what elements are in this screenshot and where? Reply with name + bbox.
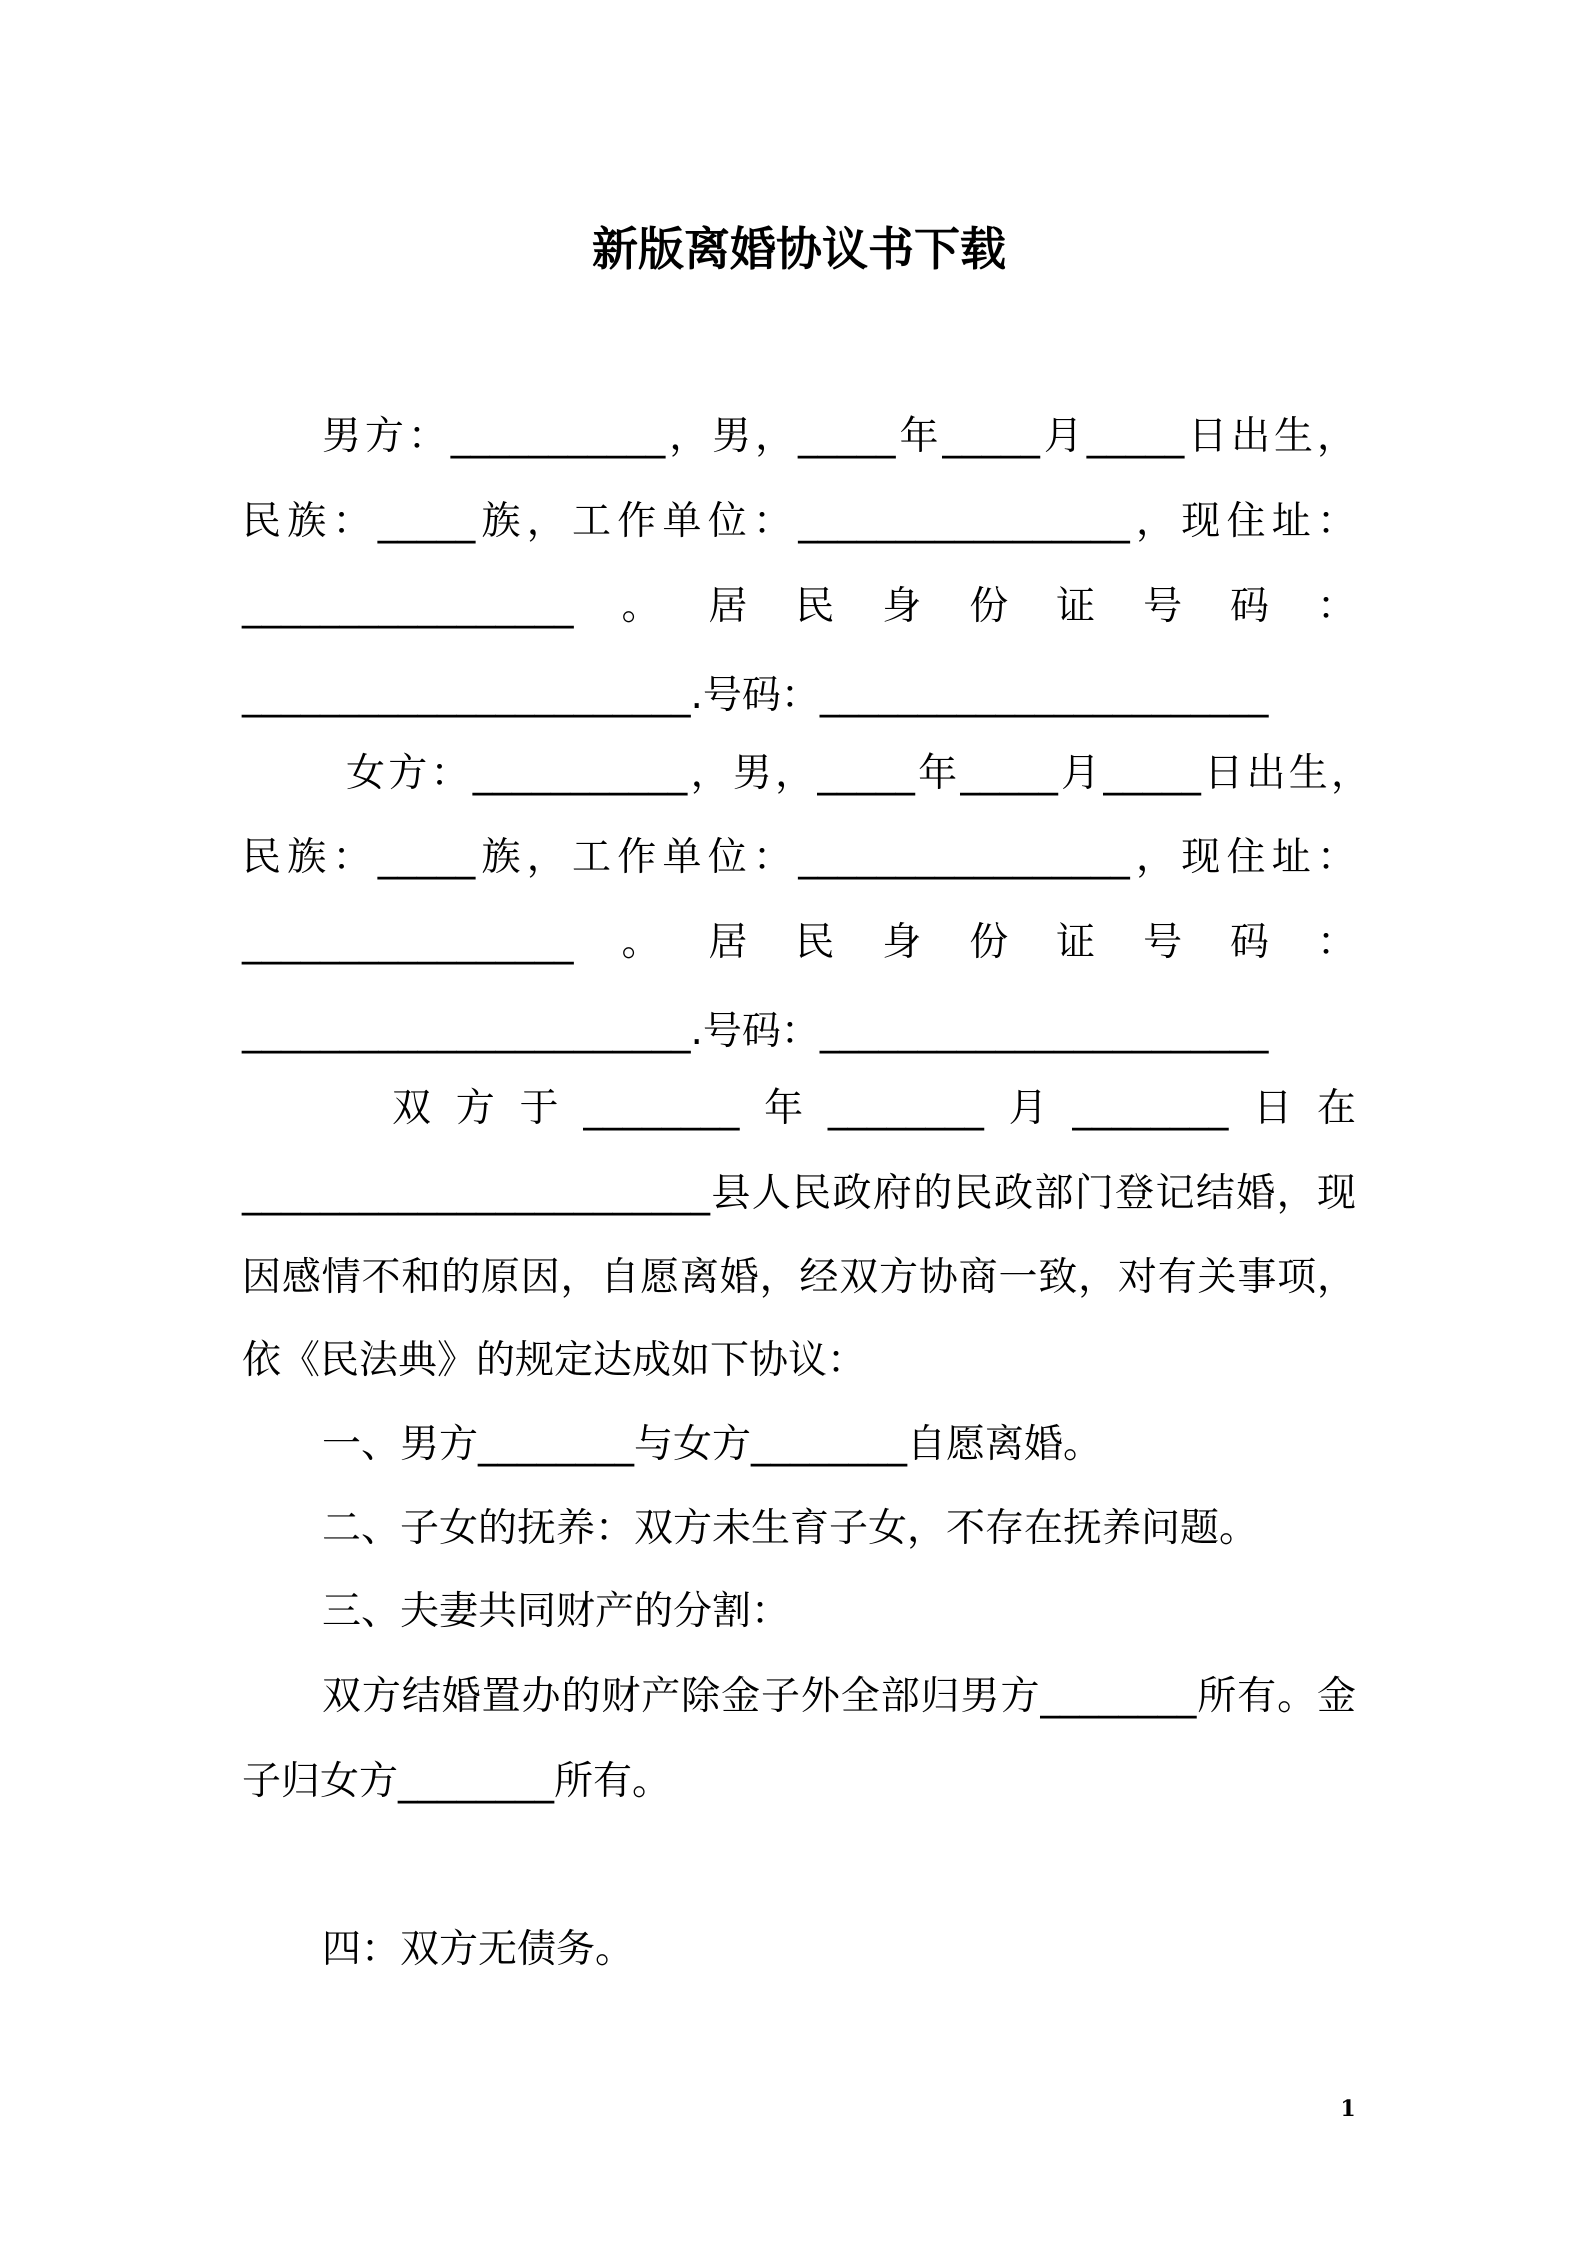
clause-3-property-line: 双方结婚置办的财产除金子外全部归男方________所有。金 bbox=[322, 1674, 1356, 1719]
male-party-info-line: 男方：___________，男，_____年_____月_____日出生， bbox=[322, 414, 1356, 459]
clause-4-debts: 四：双方无债务。 bbox=[322, 1927, 635, 1972]
page-number: 1 bbox=[1340, 2096, 1356, 2122]
clause-3-property-heading: 三、夫妻共同财产的分割： bbox=[322, 1589, 791, 1634]
agreement-basis-line: 依《民法典》的规定达成如下协议： bbox=[242, 1338, 867, 1383]
female-party-info-line: 女方：___________，男，_____年_____月_____日出生， bbox=[346, 751, 1370, 796]
marriage-registration-date-line: 双方于________年________月________日在 bbox=[392, 1086, 1356, 1131]
male-address-id-line: _________________。居民身份证号码： bbox=[242, 584, 1356, 629]
male-ethnicity-workplace-line: 民族：_____族，工作单位：_________________，现住址： bbox=[242, 499, 1356, 544]
female-id-number-line: _______________________.号码：_______________________ bbox=[242, 1009, 1269, 1054]
clause-1-voluntary-divorce: 一、男方________与女方________自愿离婚。 bbox=[322, 1422, 1103, 1467]
male-id-number-line: _______________________.号码：_______________________ bbox=[242, 673, 1269, 718]
clause-3-property-line-continued: 子归女方________所有。 bbox=[242, 1759, 672, 1804]
marriage-registration-county-line: ________________________县人民政府的民政部门登记结婚，现 bbox=[242, 1171, 1356, 1216]
clause-2-child-custody: 二、子女的抚养：双方未生育子女，不存在抚养问题。 bbox=[322, 1506, 1259, 1551]
divorce-reason-line: 因感情不和的原因，自愿离婚，经双方协商一致，对有关事项， bbox=[242, 1255, 1356, 1300]
female-address-id-line: _________________。居民身份证号码： bbox=[242, 920, 1356, 965]
document-title: 新版离婚协议书下载 bbox=[592, 222, 1006, 276]
female-ethnicity-workplace-line: 民族：_____族，工作单位：_________________，现住址： bbox=[242, 835, 1356, 880]
